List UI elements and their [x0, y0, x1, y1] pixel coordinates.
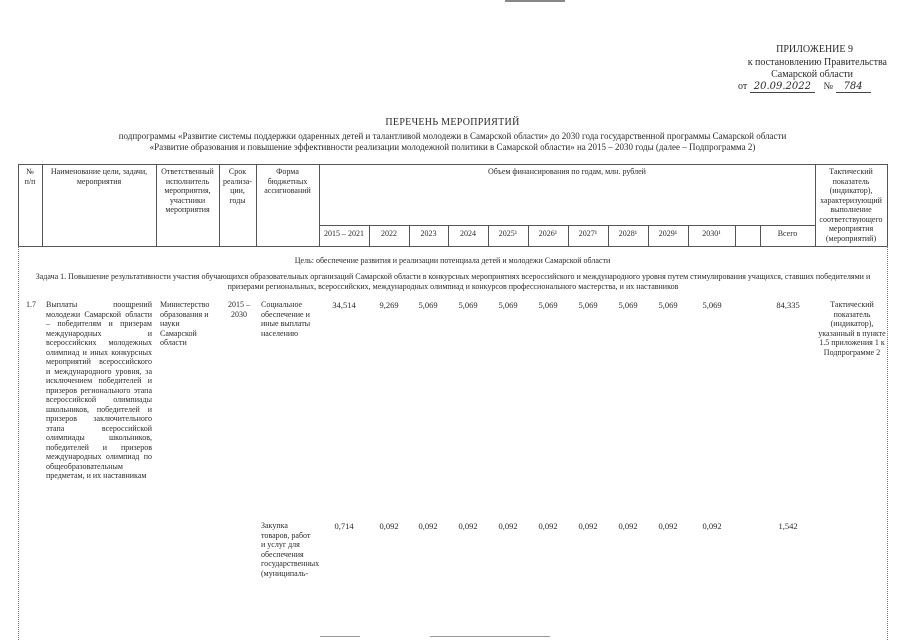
table-header-bottom-border: [18, 246, 887, 247]
year-header: 2024: [460, 229, 476, 238]
row-name: Выплаты поощрений молодежи Самарской области – победителям и призерам международных и всероссийских молодежных олимпиад и иных конкурсных мероприятий всероссийского и международного уровня, за исключением победителей и призеров регионального этапа всероссийской олимпиады школьников, победителей и призеров заключительного этапа всероссийской олимпиады школьников, победителей и призеров международных олимпиад по общеобразовательным предметам, и их наставникам: [46, 300, 152, 480]
doc-subtitle-1: подпрограммы «Развитие системы поддержки одаренных детей и талантливой молодежи в Самарской области» до 2030 года государственной программы Самарской области: [118, 131, 787, 141]
value-cell: 1,542: [778, 521, 798, 531]
value-cell: 34,514: [332, 300, 356, 310]
header-executor: Ответственный исполнитель мероприятия, участники мероприятия: [161, 167, 214, 214]
value-cell: 84,335: [776, 300, 800, 310]
value-cell: 0,092: [658, 521, 678, 531]
row-term: 2015 – 2030: [228, 300, 250, 319]
year-header: 2022: [381, 229, 397, 238]
year-header: 2026¹: [538, 229, 558, 238]
bottom-edge-mark: [320, 636, 360, 637]
value-cell: 5,069: [658, 300, 678, 310]
value-cell: 0,092: [498, 521, 518, 531]
doc-subtitle-2: «Развитие образования и повышение эффективности реализации молодежной политики в Самарской области» на 2015 – 2030 годы (далее – Подпрограмма 2): [149, 142, 756, 152]
header-form: Форма бюджетных ассигнований: [264, 167, 311, 195]
number-value: 784: [836, 81, 871, 93]
year-header: 2015 – 2021: [324, 229, 364, 238]
year-header: 2030¹: [702, 229, 721, 238]
year-header: 2028¹: [618, 229, 638, 238]
row-num: 1.7: [26, 300, 36, 309]
task-line: Задача 1. Повышение результативности участия обучающихся образовательных организаций Самарской области в конкурсных мероприятиях всероссийского и международного уровня путем стимулирования учащихся, ставших победителями и призерами региональных, всероссийских, международных олимпиад и конкурсов профессионального мастерства, и их наставников: [35, 272, 871, 291]
value-cell: 5,069: [702, 300, 722, 310]
value-cell: 0,092: [618, 521, 638, 531]
year-header: 2029¹: [658, 229, 678, 238]
date-value: 20.09.2022: [750, 81, 815, 93]
row-form-1: Социальное обеспечение и иные выплаты населению: [261, 300, 311, 338]
row-indicator: Тактический показатель (индикатор), указанный в пункте 1.5 приложения 1 к Подпрограмме 2: [818, 300, 886, 357]
appendix-line1: к постановлению Правительства: [747, 57, 887, 68]
date-prefix: от: [738, 81, 748, 92]
number-prefix: №: [823, 81, 834, 92]
value-cell: 5,069: [578, 300, 598, 310]
header-name: Наименование цели, задачи, мероприятия: [50, 167, 148, 186]
value-cell: 0,092: [458, 521, 478, 531]
value-cell: 0,714: [334, 521, 354, 531]
value-cell: 5,069: [538, 300, 558, 310]
appendix-date-row: [738, 81, 898, 92]
value-cell: 0,092: [702, 521, 722, 531]
year-header: Всего: [777, 229, 798, 238]
doc-title: ПЕРЕЧЕНЬ МЕРОПРИЯТИЙ: [385, 117, 520, 128]
appendix-line2: Самарской области: [771, 69, 853, 80]
row-executor: Министерство образования и науки Самарской области: [160, 300, 210, 347]
value-cell: 0,092: [418, 521, 438, 531]
value-cell: 0,092: [379, 521, 399, 531]
year-col-line: [735, 225, 736, 246]
appendix-title: ПРИЛОЖЕНИЕ 9: [776, 44, 853, 55]
top-edge-mark: [505, 0, 565, 2]
year-header: 2023: [420, 229, 437, 238]
value-cell: 5,069: [458, 300, 478, 310]
value-cell: 0,092: [538, 521, 558, 531]
years-row-top-border: [319, 225, 815, 226]
value-cell: 0,092: [578, 521, 598, 531]
row-form-2: Закупка товаров, работ и услуг для обеспечения государственных (муниципаль-: [261, 521, 320, 578]
bottom-edge-mark: [430, 636, 550, 637]
header-finance: Объем финансирования по годам, млн. рублей: [488, 167, 646, 176]
year-header: 2027¹: [578, 229, 598, 238]
year-header: 2025¹: [498, 229, 518, 238]
table-top-border: [18, 164, 887, 165]
value-cell: 5,069: [498, 300, 518, 310]
value-cell: 5,069: [618, 300, 638, 310]
value-cell: 9,269: [379, 300, 399, 310]
value-cell: 5,069: [418, 300, 438, 310]
body-guide: [18, 246, 19, 640]
goal-line: Цель: обеспечение развития и реализации потенциала детей и молодежи Самарской области: [294, 256, 611, 265]
header-num: № п/п: [24, 167, 36, 186]
col-line: [887, 164, 888, 246]
header-indicator: Тактический показатель (индикатор), характеризующий выполнение соответствующего мероприятия (мероприятий): [819, 167, 883, 243]
header-term: Срок реализа- ции, годы: [223, 167, 252, 205]
